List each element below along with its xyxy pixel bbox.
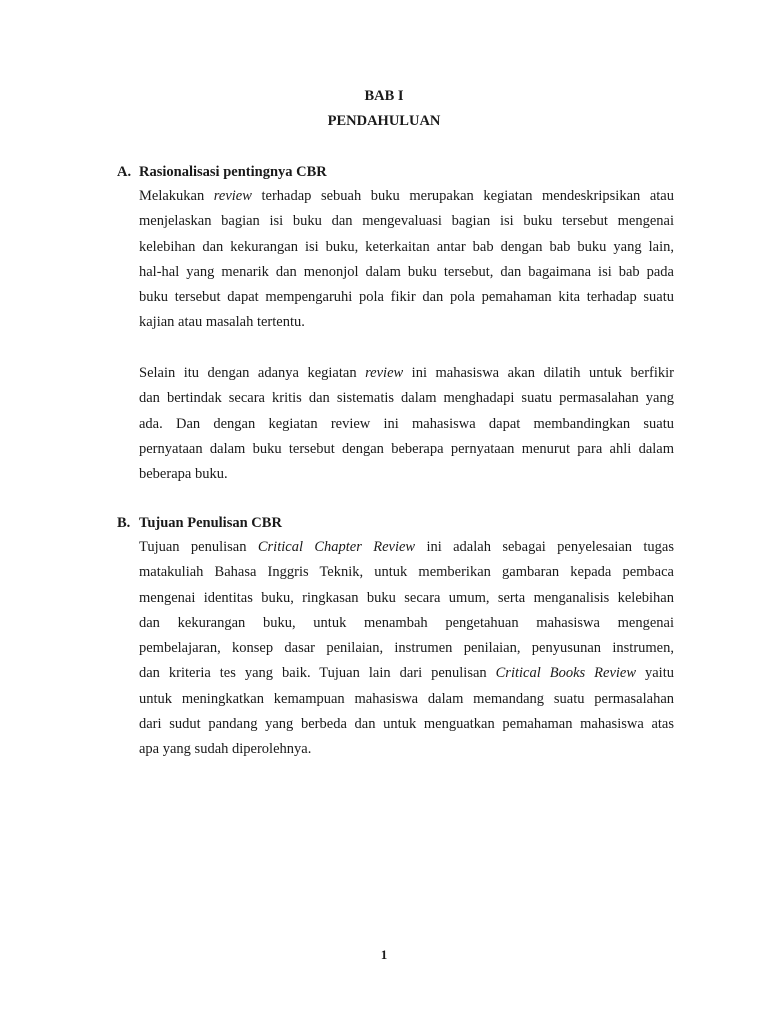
paragraph-line: hal-hal yang menarik dan menonjol dalam buku tersebut, dan bagaimana isi bab pada	[139, 263, 674, 280]
section-heading-a	[117, 162, 327, 182]
page-number: 1	[380, 947, 388, 962]
paragraph-line: dari sudut pandang yang berbeda dan untuk menguatkan pemahaman mahasiswa atas	[139, 716, 674, 733]
paragraph	[139, 361, 674, 487]
paragraph-line: pernyataan dalam buku tersebut dengan beberapa pernyataan menurut para ahli dalam	[139, 440, 674, 457]
italic-term: review	[213, 188, 252, 204]
paragraph	[139, 535, 674, 763]
paragraph-line: dan bertindak secara kritis dan sistematis dalam menghadapi suatu permasalahan yang	[139, 390, 674, 407]
paragraph-line: kelebihan dan kekurangan isi buku, keterkaitan antar bab dengan bab buku yang lain,	[139, 238, 674, 255]
paragraph-line: dan kekurangan buku, untuk menambah pengetahuan mahasiswa mengenai	[139, 614, 674, 631]
paragraph-line: kajian atau masalah tertentu.	[139, 314, 305, 331]
paragraph-line: apa yang sudah diperolehnya.	[139, 741, 312, 758]
paragraph-line: pembelajaran, konsep dasar penilaian, instrumen penilaian, penyusunan instrumen,	[139, 640, 674, 657]
section-marker: A.	[117, 164, 132, 180]
italic-term: Critical Books Review	[495, 665, 637, 682]
paragraph-line: matakuliah Bahasa Inggris Teknik, untuk memberikan gambaran kepada pembaca	[139, 564, 674, 581]
section-title: Rasionalisasi pentingnya CBR	[139, 164, 327, 180]
paragraph-line: mengenai identitas buku, ringkasan buku secara umum, serta menganalisis kelebihan	[139, 589, 674, 606]
paragraph-line: beberapa buku.	[139, 466, 228, 483]
paragraph-line: ada. Dan dengan kegiatan review ini mahasiswa dapat membandingkan suatu	[139, 415, 674, 432]
paragraph-line: Selain itu dengan adanya kegiatan review ini mahasiswa akan dilatih untuk berfikir	[139, 365, 675, 381]
italic-term: review	[365, 365, 404, 381]
paragraph-line: menjelaskan bagian isi buku dan mengevaluasi bagian isi buku tersebut mengenai	[139, 213, 674, 230]
paragraph-line: buku tersebut dapat mempengaruhi pola fikir dan pola pemahaman kita terhadap suatu	[139, 289, 674, 306]
section-marker: B.	[117, 515, 131, 531]
chapter-title: PENDAHULUAN	[327, 113, 441, 129]
paragraph-line: Tujuan penulisan Critical Chapter Review ini adalah sebagai penyelesaian tugas	[139, 539, 674, 555]
paragraph-line: dan kriteria tes yang baik. Tujuan lain dari penulisan Critical Books Review yaitu	[139, 665, 674, 682]
chapter-number: BAB I	[364, 88, 404, 104]
paragraph-line: untuk meningkatkan kemampuan mahasiswa dalam memandang suatu permasalahan	[139, 690, 674, 707]
section-heading-b	[117, 513, 282, 533]
paragraph-line: Melakukan review terhadap sebuah buku merupakan kegiatan mendeskripsikan atau	[139, 188, 674, 204]
paragraph	[139, 184, 674, 336]
italic-term: Critical Chapter Review	[257, 539, 416, 555]
section-title: Tujuan Penulisan CBR	[139, 515, 282, 531]
